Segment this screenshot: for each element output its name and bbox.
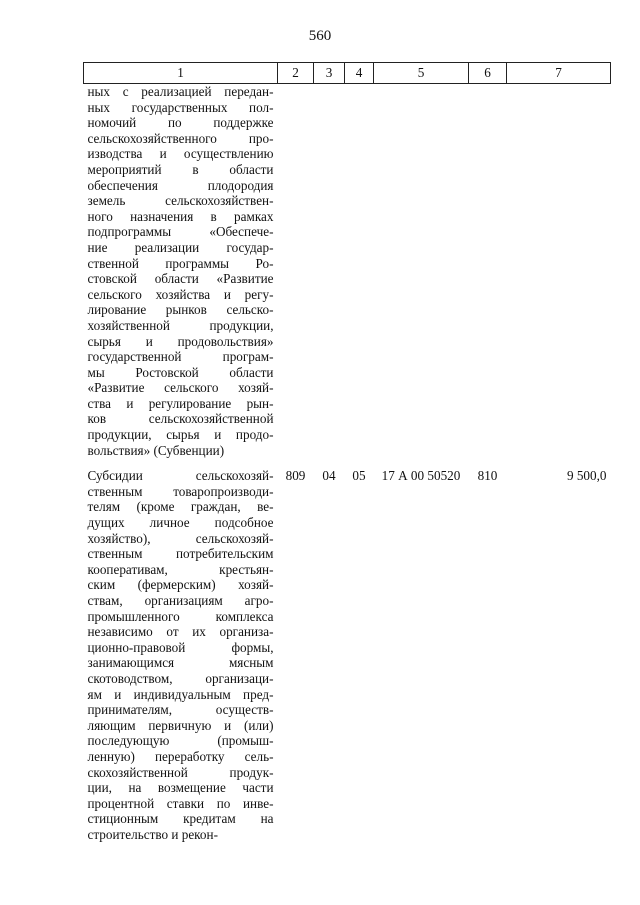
description-line: хозяйство), сельскохозяй- [87, 530, 274, 546]
description-line: сельскохозяйственного про- [87, 130, 274, 146]
row-expense-type: 810 [477, 468, 498, 484]
description-line: ных с реализацией передан- [87, 84, 274, 99]
description-line: принимателям, осуществ- [87, 702, 274, 718]
description-line: ных государственных пол- [87, 99, 274, 115]
description-line: строительство и рекон- [87, 826, 218, 842]
header-col-3: 3 [314, 63, 345, 84]
description-line: ственной программы Ро- [87, 255, 274, 271]
description-line: стиционным кредитам на [87, 811, 274, 827]
description-line: дущих личное подсобное [87, 515, 274, 531]
row-ministry-code: 809 [285, 468, 306, 484]
table-row [84, 458, 611, 842]
description-line: телям (кроме граждан, ве- [87, 499, 274, 515]
row-subsection-code: 05 [352, 468, 366, 484]
description-line: кооперативам, крестьян- [87, 561, 274, 577]
description-line: сырья и продовольствия» [87, 333, 274, 349]
budget-table [83, 62, 611, 843]
description-line: скотоводством, организаци- [87, 670, 274, 686]
description-line: продукции, сырья и продо- [87, 427, 274, 443]
row-subsection-code [345, 84, 374, 459]
description-line: изводства и осуществлению [87, 146, 274, 162]
row-expense-type [469, 84, 507, 459]
description-line: ям и индивидуальным пред- [87, 686, 274, 702]
row-description [84, 458, 278, 842]
description-line: Субсидии сельскохозяй- [87, 468, 274, 484]
row-amount [507, 84, 611, 459]
description-line: вольствия» (Субвенции) [87, 442, 225, 458]
description-line: ленную) переработку сель- [87, 748, 274, 764]
description-line: номочий по поддержке [87, 115, 274, 131]
description-line: хозяйственной продукции, [87, 317, 274, 333]
header-row [84, 63, 611, 84]
description-line: ции, на возмещение части [87, 780, 274, 796]
description-line: скохозяйственной продук- [87, 764, 274, 780]
description-line: промышленного комплекса [87, 608, 274, 624]
description-line: подпрограммы «Обеспече- [87, 224, 274, 240]
description-line: «Развитие сельского хозяй- [87, 380, 274, 396]
row-target-article [374, 84, 469, 459]
description-line: обеспечения плодородия [87, 177, 274, 193]
description-line: мероприятий в области [87, 161, 274, 177]
header-col-7: 7 [507, 63, 611, 84]
description-line: ного назначения в рамках [87, 208, 274, 224]
description-line: независимо от их организа- [87, 624, 274, 640]
description-line: ков сельскохозяйственной [87, 411, 274, 427]
description-line: процентной ставки по инве- [87, 795, 274, 811]
description-line: государственной програм- [87, 349, 274, 365]
header-col-1: 1 [84, 63, 278, 84]
description-line: ским (фермерским) хозяй- [87, 577, 274, 593]
row-target-article: 17 А 00 50520 [381, 468, 461, 484]
description-line: последующую (промыш- [87, 733, 274, 749]
description-line: ства и регулирование рын- [87, 395, 274, 411]
header-col-4: 4 [345, 63, 374, 84]
row-amount: 9 500,0 [566, 468, 607, 484]
description-line: мы Ростовской области [87, 364, 274, 380]
description-line: лирование рынков сельско- [87, 302, 274, 318]
row-section-code [314, 84, 345, 459]
description-line: стовской области «Развитие [87, 271, 274, 287]
description-line: занимающимся мясным [87, 655, 274, 671]
header-col-5: 5 [374, 63, 469, 84]
description-line: сельского хозяйства и регу- [87, 286, 274, 302]
description-line: земель сельскохозяйствен- [87, 193, 274, 209]
description-line: ственным потребительским [87, 546, 274, 562]
page-number: 560 [308, 28, 332, 44]
description-line: ственным товаропроизводи- [87, 483, 274, 499]
description-line: ционно-правовой формы, [87, 639, 274, 655]
description-line: ствам, организациям агро- [87, 593, 274, 608]
row-section-code: 04 [322, 468, 336, 484]
description-line: ние реализации государ- [87, 239, 274, 255]
header-col-2: 2 [278, 63, 314, 84]
row-ministry-code [278, 84, 314, 459]
row-description [84, 84, 278, 459]
table-row [84, 84, 611, 459]
description-line: ляющим первичную и (или) [87, 717, 274, 733]
header-col-6: 6 [469, 63, 507, 84]
